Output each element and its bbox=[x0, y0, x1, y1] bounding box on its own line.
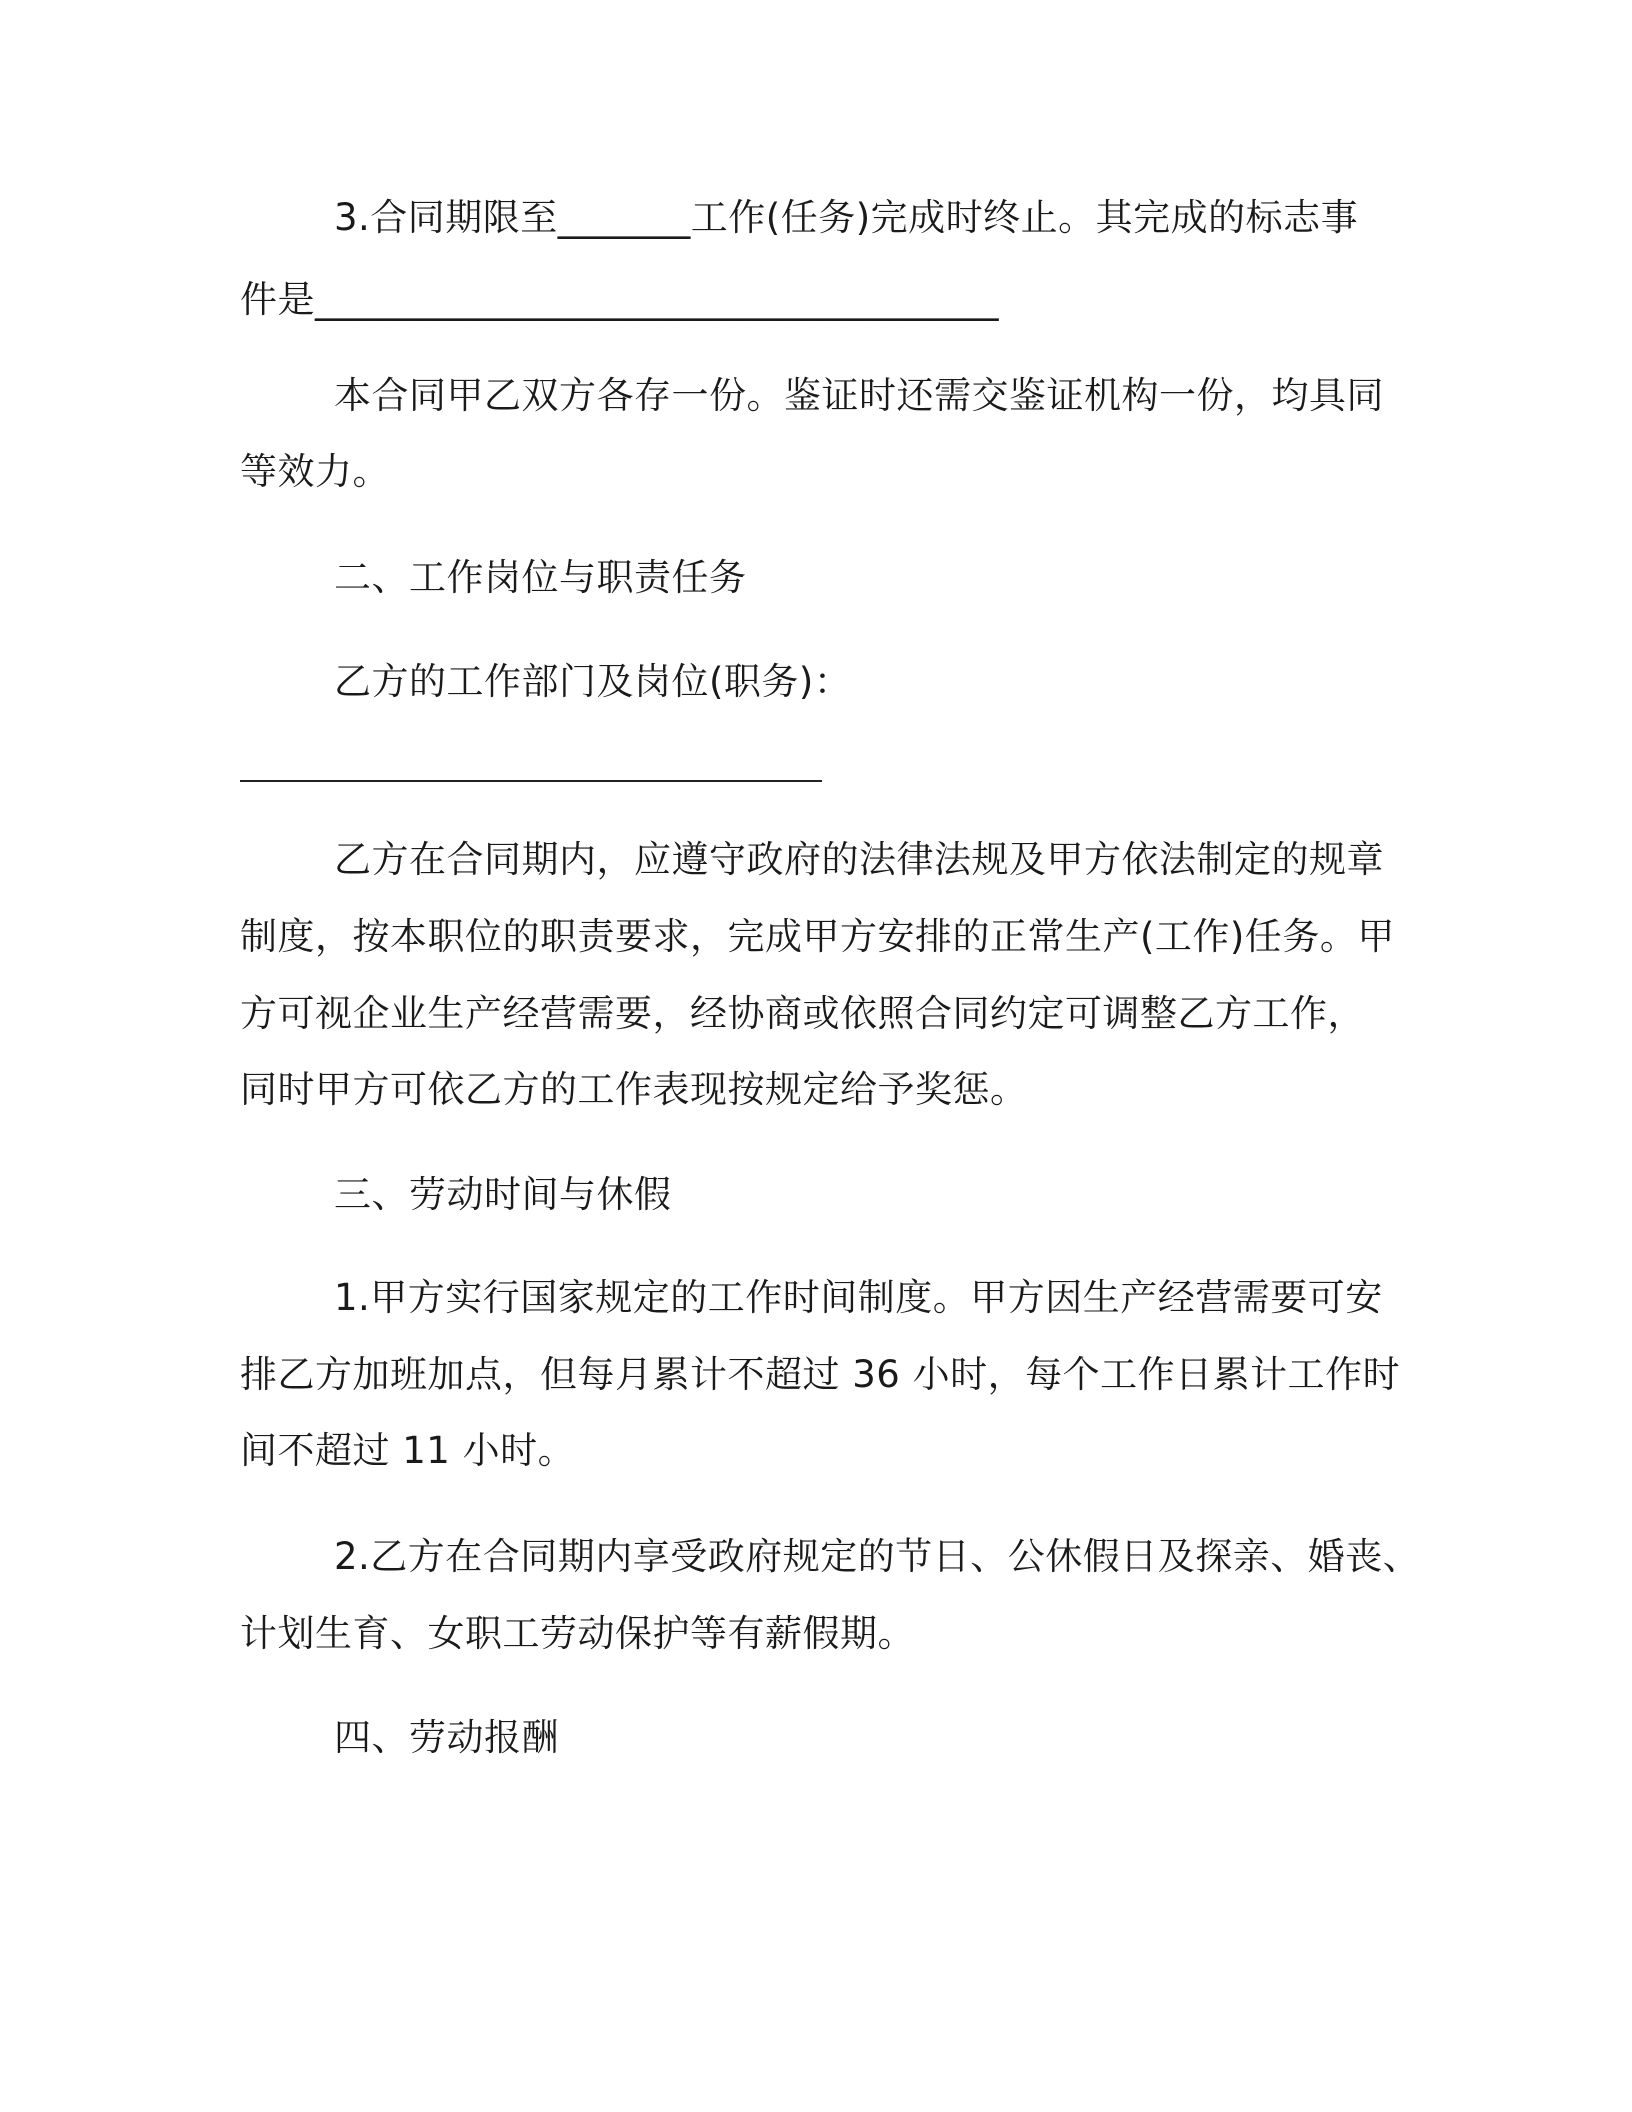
copies-paragraph-line-2: 等效力。 bbox=[240, 450, 390, 493]
blank-fill-line bbox=[240, 780, 822, 782]
section-heading-2: 二、工作岗位与职责任务 bbox=[334, 556, 747, 599]
work-hours-line-3: 间不超过 11 小时。 bbox=[240, 1429, 576, 1472]
holidays-line-2: 计划生育、女职工劳动保护等有薪假期。 bbox=[240, 1612, 915, 1655]
work-hours-line-1: 1.甲方实行国家规定的工作时间制度。甲方因生产经营需要可安 bbox=[334, 1276, 1383, 1319]
copies-paragraph-line-1: 本合同甲乙双方各存一份。鉴证时还需交鉴证机构一份，均具同 bbox=[334, 374, 1384, 417]
section-heading-3: 三、劳动时间与休假 bbox=[334, 1173, 672, 1216]
duties-paragraph-line-3: 方可视企业生产经营需要，经协商或依照合同约定可调整乙方工作， bbox=[240, 992, 1365, 1035]
term-clause-line-2: 件是____________________________________ bbox=[240, 278, 999, 321]
holidays-line-1: 2.乙方在合同期内享受政府规定的节日、公休假日及探亲、婚丧、 bbox=[334, 1535, 1421, 1578]
work-hours-line-2: 排乙方加班加点，但每月累计不超过 36 小时，每个工作日累计工作时 bbox=[240, 1353, 1401, 1396]
department-position-label: 乙方的工作部门及岗位(职务)： bbox=[334, 660, 852, 703]
section-heading-4: 四、劳动报酬 bbox=[334, 1716, 559, 1759]
duties-paragraph-line-1: 乙方在合同期内，应遵守政府的法律法规及甲方依法制定的规章 bbox=[334, 838, 1384, 881]
duties-paragraph-line-2: 制度，按本职位的职责要求，完成甲方安排的正常生产(工作)任务。甲 bbox=[240, 915, 1395, 958]
duties-paragraph-line-4: 同时甲方可依乙方的工作表现按规定给予奖惩。 bbox=[240, 1068, 1028, 1111]
term-clause-line-1: 3.合同期限至_______工作(任务)完成时终止。其完成的标志事 bbox=[334, 196, 1359, 239]
